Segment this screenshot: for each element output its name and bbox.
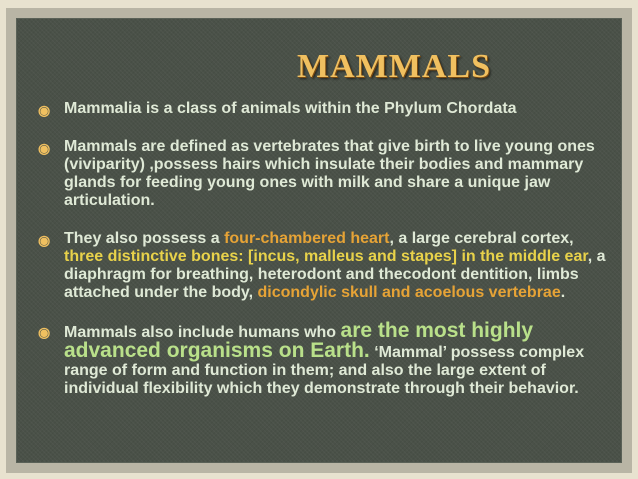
bullet-text: Mammalia is a class of animals within the Phylum Chordata <box>64 100 517 117</box>
slide-frame <box>6 8 632 473</box>
bullet-marker-icon: ◉ <box>38 140 51 156</box>
highlight-text: dicondylic skull and acoelous vertebrae <box>257 284 561 301</box>
bullet-marker-icon: ◉ <box>38 102 51 118</box>
bullet-text: They also possess a <box>64 230 225 247</box>
highlight-text: are the most highly advanced organisms on Earth. <box>64 319 534 362</box>
bullet-marker-icon: ◉ <box>38 232 51 248</box>
bullet-text: , a diaphragm for breathing, heterodont and thecodont dentition, limbs attached under the body, <box>64 248 606 301</box>
bullet-item <box>38 100 608 118</box>
bullet-text: Mammals are defined as vertebrates that give birth to live young ones (viviparity) ,possess hairs which insulate their bodies and mammary glands for feeding young ones with milk and share a unique jaw articulation. <box>64 138 595 209</box>
bullet-text: Mammals also include humans who <box>64 324 341 341</box>
highlight-text: three distinctive bones: [incus, malleus and stapes] in the middle ear <box>64 248 588 265</box>
bullet-item <box>38 138 608 210</box>
highlight-text: four-chambered heart <box>224 230 390 247</box>
bullet-marker-icon: ◉ <box>38 324 51 340</box>
bullet-text: . <box>560 284 566 301</box>
slide-title: MAMMALS <box>297 48 491 85</box>
bullet-text: ‘Mammal’ possess complex range of form and function in them; and also the large extent of individual flexibility which they demonstrate through their behavior. <box>64 344 585 397</box>
slide <box>16 18 622 463</box>
bullet-list <box>38 100 608 418</box>
bullet-item <box>38 319 608 398</box>
bullet-item <box>38 230 608 302</box>
bullet-text: , a large cerebral cortex, <box>389 230 574 247</box>
